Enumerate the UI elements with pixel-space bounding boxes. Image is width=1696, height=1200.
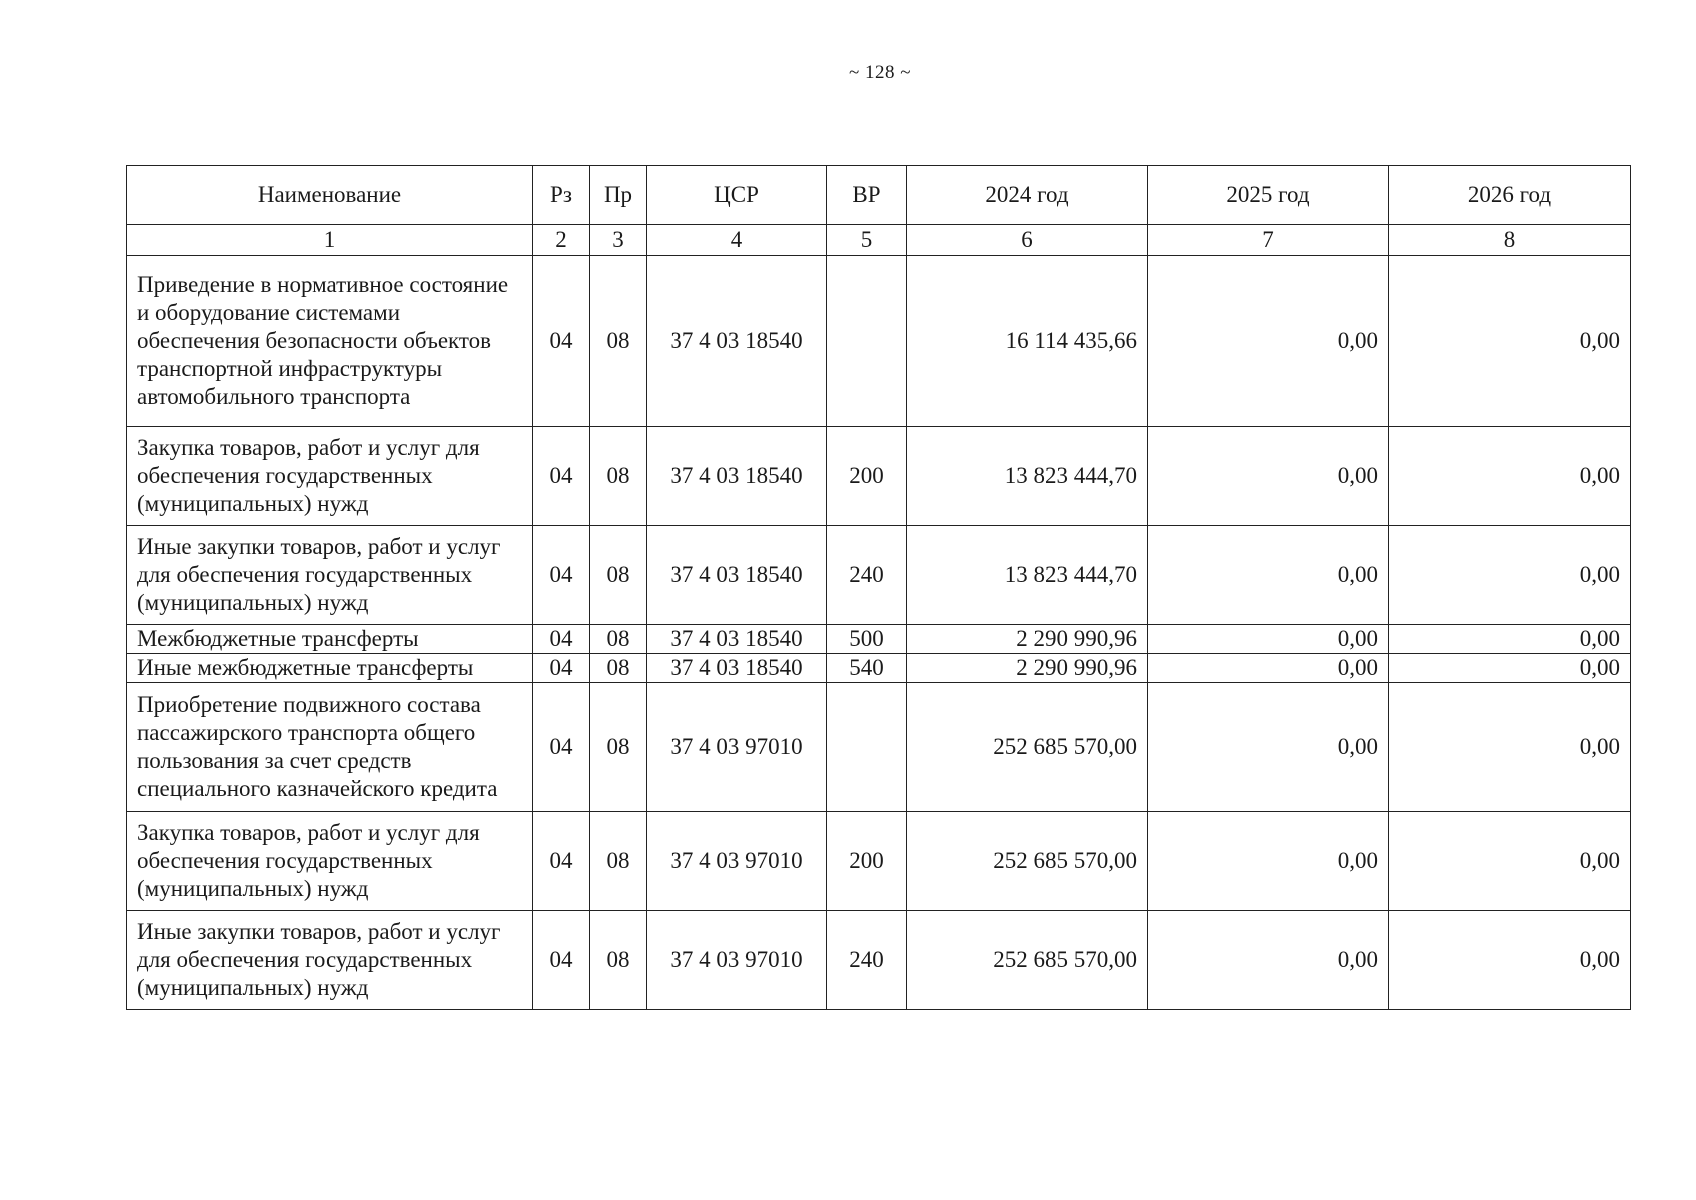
row-2026: 0,00 (1389, 812, 1631, 911)
row-vr (827, 256, 907, 427)
row-2024: 252 685 570,00 (907, 812, 1148, 911)
row-rz: 04 (533, 654, 590, 683)
row-csr: 37 4 03 18540 (647, 654, 827, 683)
row-2025: 0,00 (1148, 812, 1389, 911)
row-csr: 37 4 03 97010 (647, 911, 827, 1010)
table-row (127, 911, 1631, 1010)
table-row (127, 427, 1631, 526)
row-2026: 0,00 (1389, 683, 1631, 812)
column-number: 4 (647, 225, 827, 256)
row-name: Межбюджетные трансферты (127, 625, 533, 654)
column-number: 1 (127, 225, 533, 256)
row-csr: 37 4 03 97010 (647, 683, 827, 812)
table-row (127, 526, 1631, 625)
header-csr: ЦСР (647, 166, 827, 225)
row-vr: 240 (827, 526, 907, 625)
row-rz: 04 (533, 812, 590, 911)
row-2026: 0,00 (1389, 256, 1631, 427)
row-pr: 08 (590, 812, 647, 911)
row-2024: 252 685 570,00 (907, 911, 1148, 1010)
budget-table (126, 165, 1631, 1010)
column-number: 3 (590, 225, 647, 256)
row-pr: 08 (590, 911, 647, 1010)
row-2025: 0,00 (1148, 427, 1389, 526)
row-2024: 2 290 990,96 (907, 654, 1148, 683)
row-name: Приведение в нормативное состояние и оборудование системами обеспечения безопасности объектов транспортной инфраструктуры автомобильного транспорта (127, 256, 533, 427)
column-number: 7 (1148, 225, 1389, 256)
header-vr: ВР (827, 166, 907, 225)
row-name: Иные закупки товаров, работ и услуг для обеспечения государственных (муниципальных) нужд (127, 526, 533, 625)
header-rz: Рз (533, 166, 590, 225)
column-number: 8 (1389, 225, 1631, 256)
header-2024: 2024 год (907, 166, 1148, 225)
header-row (127, 166, 1631, 225)
table-row (127, 812, 1631, 911)
row-rz: 04 (533, 683, 590, 812)
row-rz: 04 (533, 256, 590, 427)
row-2025: 0,00 (1148, 256, 1389, 427)
column-number: 2 (533, 225, 590, 256)
table-row (127, 654, 1631, 683)
row-name: Закупка товаров, работ и услуг для обеспечения государственных (муниципальных) нужд (127, 427, 533, 526)
row-2025: 0,00 (1148, 654, 1389, 683)
table-row (127, 256, 1631, 427)
row-2026: 0,00 (1389, 526, 1631, 625)
row-2026: 0,00 (1389, 654, 1631, 683)
column-number-row (127, 225, 1631, 256)
row-rz: 04 (533, 526, 590, 625)
row-name: Приобретение подвижного состава пассажирского транспорта общего пользования за счет средств специального казначейского кредита (127, 683, 533, 812)
row-2025: 0,00 (1148, 683, 1389, 812)
row-2025: 0,00 (1148, 625, 1389, 654)
row-2024: 16 114 435,66 (907, 256, 1148, 427)
header-2025: 2025 год (1148, 166, 1389, 225)
row-2025: 0,00 (1148, 526, 1389, 625)
row-rz: 04 (533, 625, 590, 654)
row-pr: 08 (590, 625, 647, 654)
row-vr (827, 683, 907, 812)
header-2026: 2026 год (1389, 166, 1631, 225)
table-row (127, 683, 1631, 812)
row-2026: 0,00 (1389, 427, 1631, 526)
row-2024: 2 290 990,96 (907, 625, 1148, 654)
row-name: Иные межбюджетные трансферты (127, 654, 533, 683)
row-vr: 540 (827, 654, 907, 683)
row-2026: 0,00 (1389, 625, 1631, 654)
row-csr: 37 4 03 18540 (647, 526, 827, 625)
row-rz: 04 (533, 427, 590, 526)
row-2024: 252 685 570,00 (907, 683, 1148, 812)
row-pr: 08 (590, 427, 647, 526)
row-vr: 500 (827, 625, 907, 654)
row-vr: 200 (827, 812, 907, 911)
row-csr: 37 4 03 97010 (647, 812, 827, 911)
row-pr: 08 (590, 526, 647, 625)
row-vr: 200 (827, 427, 907, 526)
column-number: 5 (827, 225, 907, 256)
page-number: ~ 128 ~ (848, 62, 912, 83)
row-vr: 240 (827, 911, 907, 1010)
table-row (127, 625, 1631, 654)
row-pr: 08 (590, 256, 647, 427)
row-2026: 0,00 (1389, 911, 1631, 1010)
row-2024: 13 823 444,70 (907, 526, 1148, 625)
column-number: 6 (907, 225, 1148, 256)
header-pr: Пр (590, 166, 647, 225)
row-rz: 04 (533, 911, 590, 1010)
row-csr: 37 4 03 18540 (647, 427, 827, 526)
row-name: Закупка товаров, работ и услуг для обеспечения государственных (муниципальных) нужд (127, 812, 533, 911)
row-2024: 13 823 444,70 (907, 427, 1148, 526)
row-2025: 0,00 (1148, 911, 1389, 1010)
row-csr: 37 4 03 18540 (647, 625, 827, 654)
row-name: Иные закупки товаров, работ и услуг для обеспечения государственных (муниципальных) нужд (127, 911, 533, 1010)
row-pr: 08 (590, 654, 647, 683)
row-pr: 08 (590, 683, 647, 812)
header-name: Наименование (127, 166, 533, 225)
row-csr: 37 4 03 18540 (647, 256, 827, 427)
